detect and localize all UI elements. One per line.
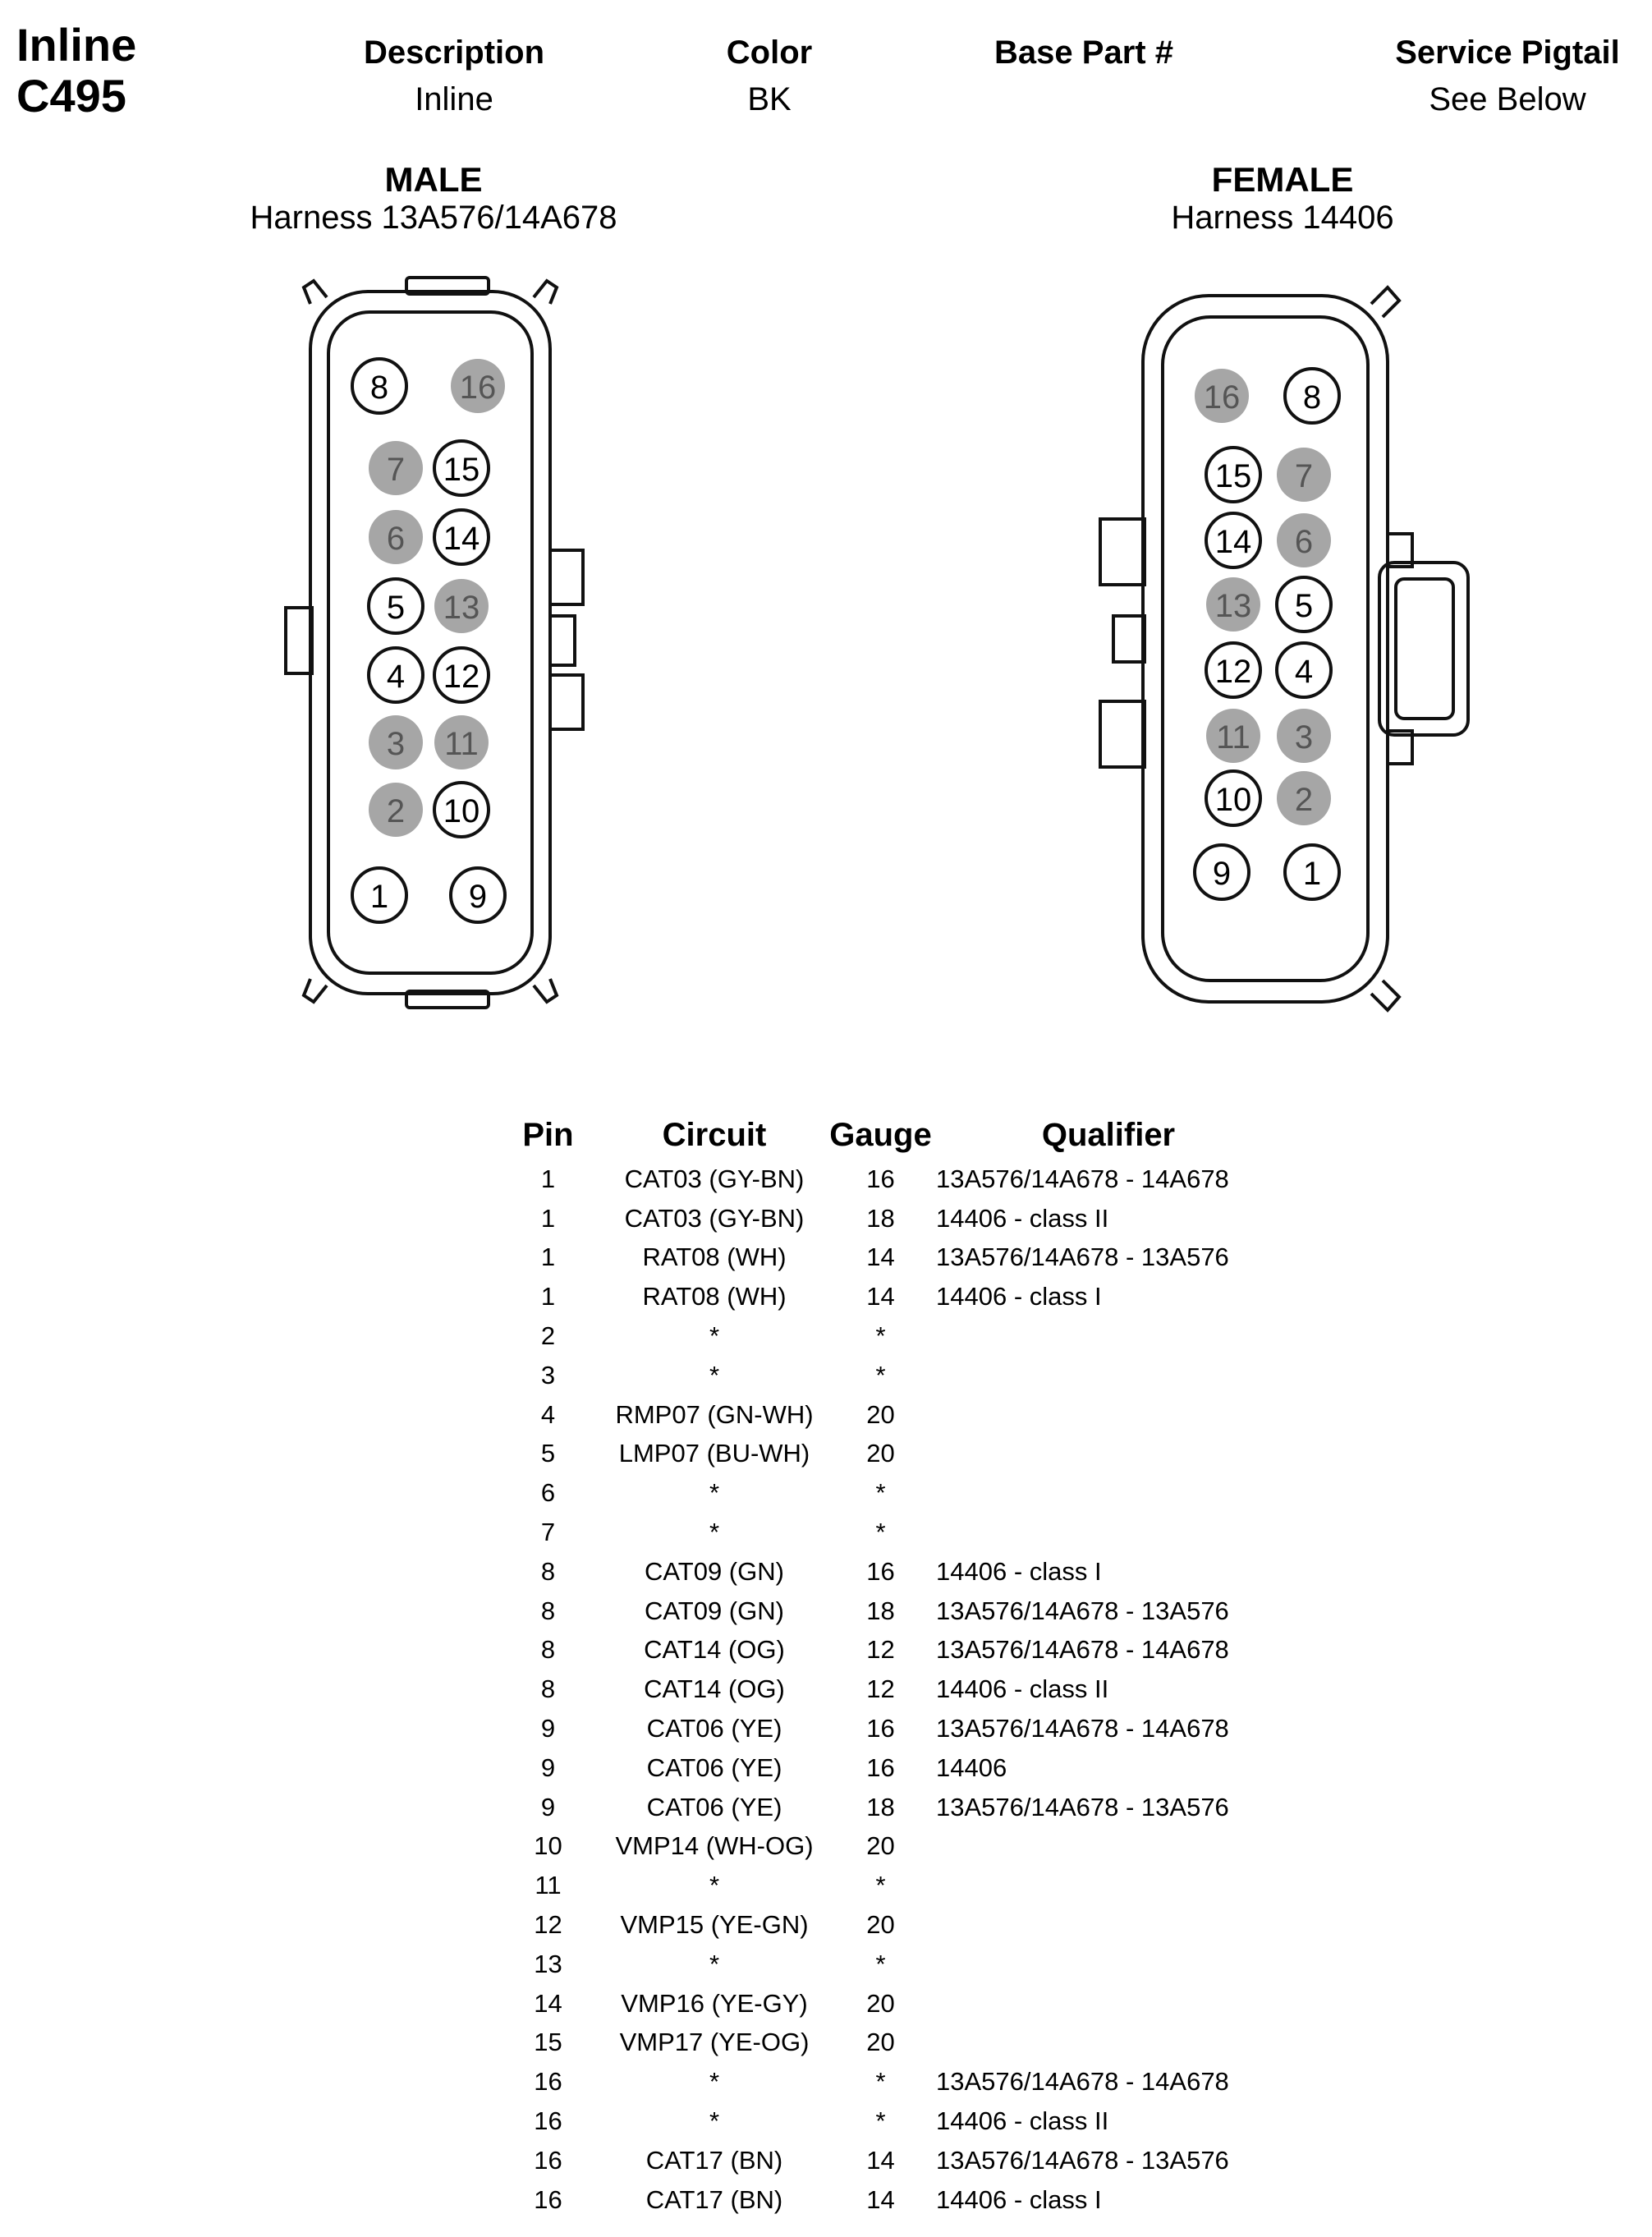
female-pin <box>1277 643 1331 697</box>
gauge-cell: 14 <box>866 2145 895 2175</box>
gauge-cell: 18 <box>866 1792 895 1821</box>
pin-column-header: Pin <box>522 1116 574 1153</box>
qualifier-cell: 13A576/14A678 - 13A576 <box>936 1596 1229 1625</box>
circuit-cell: CAT09 (GN) <box>645 1556 784 1586</box>
female-pin-number: 4 <box>1294 654 1314 690</box>
description-value: Inline <box>415 81 493 117</box>
female-pin-number: 15 <box>1214 458 1252 494</box>
pin-cell: 6 <box>540 1478 556 1508</box>
male-pin <box>434 441 489 495</box>
female-pin-number: 13 <box>1214 588 1252 624</box>
female-pin <box>1277 513 1331 567</box>
qualifier-cell <box>936 1316 1281 1356</box>
qualifier-cell: 14406 - class I <box>936 1556 1102 1586</box>
male-pin-number: 7 <box>386 452 406 488</box>
qualifier-cell <box>936 1395 1281 1435</box>
qualifier-cell <box>936 1435 1281 1474</box>
pin-cell: 12 <box>534 1910 562 1940</box>
table-row <box>493 2101 1281 2141</box>
female-pin <box>1277 709 1331 763</box>
male-pin-number: 11 <box>444 726 479 762</box>
service-pigtail-column <box>1343 31 1652 120</box>
table-row <box>493 1435 1281 1474</box>
gauge-cell: * <box>875 2067 886 2097</box>
male-pin <box>369 510 423 564</box>
male-pin-number: 2 <box>386 793 406 829</box>
male-pin-number: 4 <box>386 659 406 695</box>
qualifier-cell <box>936 1866 1281 1905</box>
pin-table-body <box>493 1160 1281 2220</box>
male-pin-number: 16 <box>459 370 497 406</box>
pin-cell: 8 <box>540 1596 556 1625</box>
male-pin-number: 9 <box>468 879 488 915</box>
circuit-cell: LMP07 (BU-WH) <box>618 1439 810 1468</box>
gauge-cell: 18 <box>866 1596 895 1625</box>
pin-cell: 5 <box>540 1439 556 1468</box>
table-row <box>493 1866 1281 1905</box>
qualifier-cell: 13A576/14A678 - 13A576 <box>936 1792 1229 1821</box>
male-pin-number: 5 <box>386 590 406 626</box>
female-pin <box>1285 369 1339 423</box>
female-pin <box>1206 577 1260 632</box>
pin-cell: 3 <box>540 1360 556 1390</box>
male-harness: Harness 13A576/14A678 <box>250 200 617 236</box>
female-pin-number: 3 <box>1294 719 1314 756</box>
circuit-cell: RMP07 (GN-WH) <box>615 1399 814 1429</box>
gauge-cell: 12 <box>866 1635 895 1665</box>
gauge-cell: * <box>875 1949 886 1978</box>
circuit-cell: CAT03 (GY-BN) <box>624 1203 805 1233</box>
qualifier-cell: 14406 - class I <box>936 2184 1102 2214</box>
pin-cell: 7 <box>540 1518 556 1547</box>
male-pin-number: 15 <box>443 452 480 488</box>
qualifier-column-header: Qualifier <box>1041 1116 1176 1153</box>
male-pin-number: 10 <box>443 793 480 829</box>
circuit-cell: VMP15 (YE-GN) <box>620 1910 809 1940</box>
table-row <box>493 1945 1281 1984</box>
gauge-cell: 20 <box>866 1831 895 1861</box>
table-row <box>493 2141 1281 2180</box>
gauge-cell: 20 <box>866 1988 895 2018</box>
pin-cell: 9 <box>540 1752 556 1782</box>
pin-cell: 8 <box>540 1635 556 1665</box>
gauge-cell: 14 <box>866 1243 895 1272</box>
table-row <box>493 1984 1281 2023</box>
circuit-cell: CAT17 (BN) <box>645 2145 783 2175</box>
male-label: MALE <box>384 160 483 199</box>
circuit-cell: * <box>709 1321 720 1351</box>
circuit-cell: VMP14 (WH-OG) <box>615 1831 814 1861</box>
male-pin <box>434 510 489 564</box>
pin-cell: 16 <box>534 2184 562 2214</box>
pin-cell: 13 <box>534 1949 562 1978</box>
qualifier-cell <box>936 2023 1281 2063</box>
female-pin <box>1195 845 1249 899</box>
female-pin <box>1277 771 1331 825</box>
circuit-cell: CAT14 (OG) <box>644 1674 785 1704</box>
qualifier-cell: 13A576/14A678 - 13A576 <box>936 1243 1229 1272</box>
male-pin <box>369 783 423 837</box>
male-pin <box>434 715 489 769</box>
male-pin-number: 13 <box>443 590 480 626</box>
table-row <box>493 1277 1281 1316</box>
qualifier-cell: 13A576/14A678 - 13A576 <box>936 2145 1229 2175</box>
table-row <box>493 2062 1281 2101</box>
gauge-cell: 20 <box>866 1399 895 1429</box>
circuit-cell: * <box>709 1949 720 1978</box>
male-pin-group <box>352 359 505 922</box>
title-line-1: Inline <box>16 19 137 71</box>
qualifier-cell <box>936 1945 1281 1984</box>
female-pin <box>1206 448 1260 502</box>
gauge-cell: 14 <box>866 1282 895 1311</box>
pin-cell: 11 <box>535 1871 562 1900</box>
male-pin-number: 1 <box>369 879 389 915</box>
female-pin <box>1285 845 1339 899</box>
circuit-cell: * <box>709 1360 720 1390</box>
gauge-cell: * <box>875 1321 886 1351</box>
color-value: BK <box>747 81 792 117</box>
circuit-cell: RAT08 (WH) <box>642 1243 787 1272</box>
female-pin <box>1206 771 1260 825</box>
table-row <box>493 1709 1281 1748</box>
female-pin <box>1206 709 1260 763</box>
female-pin-number: 1 <box>1302 856 1322 892</box>
female-connector-diagram <box>1084 271 1478 1027</box>
gauge-cell: * <box>875 1518 886 1547</box>
table-row <box>493 1513 1281 1552</box>
male-pin <box>451 868 505 922</box>
female-harness: Harness 14406 <box>1171 200 1394 236</box>
table-row <box>493 1905 1281 1945</box>
male-pin <box>369 715 423 769</box>
qualifier-cell: 13A576/14A678 - 14A678 <box>936 1164 1229 1193</box>
qualifier-cell: 14406 - class I <box>936 1282 1102 1311</box>
pin-table <box>493 1110 1281 2220</box>
table-row <box>493 1238 1281 1278</box>
male-label-block <box>146 161 721 237</box>
pin-table-header-row <box>493 1110 1281 1160</box>
table-row <box>493 1160 1281 1199</box>
circuit-cell: * <box>709 2106 720 2136</box>
female-pin-number: 12 <box>1214 654 1252 690</box>
qualifier-cell <box>936 1827 1281 1867</box>
table-row <box>493 1473 1281 1513</box>
gauge-cell: 18 <box>866 1203 895 1233</box>
pin-cell: 15 <box>534 2028 562 2057</box>
female-pin <box>1206 643 1260 697</box>
table-row <box>493 1356 1281 1395</box>
table-row <box>493 1316 1281 1356</box>
male-pin-number: 6 <box>386 521 406 557</box>
pin-cell: 8 <box>540 1556 556 1586</box>
female-pin-number: 10 <box>1214 782 1252 818</box>
female-pin <box>1206 513 1260 567</box>
base-part-column <box>920 31 1248 79</box>
gauge-cell: 16 <box>866 1556 895 1586</box>
circuit-cell: CAT06 (YE) <box>646 1792 782 1821</box>
male-pin <box>369 441 423 495</box>
description-column <box>290 31 618 120</box>
qualifier-cell: 14406 - class II <box>936 1674 1109 1704</box>
service-pigtail-value: See Below <box>1429 81 1586 117</box>
circuit-cell: CAT09 (GN) <box>645 1596 784 1625</box>
circuit-cell: CAT17 (BN) <box>645 2184 783 2214</box>
circuit-cell: CAT06 (YE) <box>646 1714 782 1743</box>
table-row <box>493 1670 1281 1709</box>
gauge-cell: * <box>875 1478 886 1508</box>
male-pin-number: 14 <box>443 521 480 557</box>
table-row <box>493 1631 1281 1670</box>
male-pin <box>369 579 423 633</box>
female-pin-number: 9 <box>1212 856 1232 892</box>
description-header: Description <box>363 34 545 71</box>
female-pin-number: 2 <box>1294 782 1314 818</box>
qualifier-cell: 13A576/14A678 - 14A678 <box>936 1635 1229 1665</box>
pin-cell: 16 <box>534 2145 562 2175</box>
pin-cell: 1 <box>540 1164 556 1193</box>
circuit-cell: RAT08 (WH) <box>642 1282 787 1311</box>
pin-cell: 8 <box>540 1674 556 1704</box>
pin-cell: 1 <box>540 1243 556 1272</box>
circuit-cell: * <box>709 1518 720 1547</box>
male-pin <box>369 648 423 702</box>
table-row <box>493 1552 1281 1592</box>
female-label-block <box>995 161 1570 237</box>
pin-cell: 16 <box>534 2106 562 2136</box>
color-column <box>605 31 934 120</box>
gauge-cell: * <box>875 1360 886 1390</box>
female-pin-number: 11 <box>1216 719 1250 756</box>
pin-cell: 10 <box>534 1831 562 1861</box>
male-pin <box>434 648 489 702</box>
circuit-cell: * <box>709 2067 720 2097</box>
qualifier-cell <box>936 1473 1281 1513</box>
qualifier-cell <box>936 1356 1281 1395</box>
circuit-cell: CAT14 (OG) <box>644 1635 785 1665</box>
female-pin-number: 8 <box>1302 379 1322 416</box>
pin-cell: 1 <box>540 1282 556 1311</box>
qualifier-cell <box>936 1905 1281 1945</box>
qualifier-cell: 14406 <box>936 1752 1007 1782</box>
table-row <box>493 1592 1281 1631</box>
circuit-cell: * <box>709 1871 720 1900</box>
circuit-cell: CAT03 (GY-BN) <box>624 1164 805 1193</box>
color-header: Color <box>726 34 813 71</box>
service-pigtail-header: Service Pigtail <box>1395 34 1620 71</box>
circuit-cell: VMP17 (YE-OG) <box>619 2028 810 2057</box>
female-pin-number: 7 <box>1294 458 1314 494</box>
gauge-cell: 20 <box>866 1439 895 1468</box>
pin-cell: 16 <box>534 2067 562 2097</box>
gauge-cell: 16 <box>866 1164 895 1193</box>
pin-cell: 9 <box>540 1714 556 1743</box>
male-pin <box>451 359 505 413</box>
pin-cell: 2 <box>540 1321 556 1351</box>
qualifier-cell: 14406 - class II <box>936 2106 1109 2136</box>
table-row <box>493 1748 1281 1788</box>
female-pin-group <box>1195 369 1339 899</box>
qualifier-cell <box>936 1513 1281 1552</box>
qualifier-cell: 13A576/14A678 - 14A678 <box>936 2067 1229 2097</box>
male-pin <box>352 359 406 413</box>
table-row <box>493 2180 1281 2220</box>
male-pin <box>434 579 489 633</box>
male-pin <box>352 868 406 922</box>
table-row <box>493 1827 1281 1867</box>
male-pin-number: 3 <box>386 726 406 762</box>
female-pin <box>1195 369 1249 423</box>
male-connector-diagram <box>263 263 608 1018</box>
table-row <box>493 1199 1281 1238</box>
male-pin-number: 8 <box>369 370 389 406</box>
gauge-cell: 20 <box>866 2028 895 2057</box>
female-pin-number: 5 <box>1294 588 1314 624</box>
gauge-cell: 14 <box>866 2184 895 2214</box>
title-line-2: C495 <box>16 70 126 122</box>
male-pin-number: 12 <box>443 659 480 695</box>
gauge-cell: * <box>875 1871 886 1900</box>
male-connector-outline <box>286 278 583 1008</box>
pin-cell: 4 <box>540 1399 556 1429</box>
gauge-cell: * <box>875 2106 886 2136</box>
connector-title <box>16 20 136 122</box>
female-pin-number: 16 <box>1203 379 1241 416</box>
table-row <box>493 1395 1281 1435</box>
circuit-column-header: Circuit <box>662 1116 767 1153</box>
qualifier-cell: 13A576/14A678 - 14A678 <box>936 1714 1229 1743</box>
circuit-cell: VMP16 (YE-GY) <box>621 1988 808 2018</box>
circuit-cell: * <box>709 1478 720 1508</box>
gauge-cell: 20 <box>866 1910 895 1940</box>
gauge-cell: 12 <box>866 1674 895 1704</box>
base-part-header: Base Part # <box>994 34 1173 71</box>
table-row <box>493 2023 1281 2063</box>
female-pin-number: 6 <box>1294 524 1314 560</box>
pin-cell: 14 <box>534 1988 562 2018</box>
female-pin-number: 14 <box>1214 524 1252 560</box>
gauge-cell: 16 <box>866 1752 895 1782</box>
circuit-cell: CAT06 (YE) <box>646 1752 782 1782</box>
table-row <box>493 1788 1281 1827</box>
gauge-column-header: Gauge <box>829 1116 932 1153</box>
qualifier-cell <box>936 1984 1281 2023</box>
pin-cell: 1 <box>540 1203 556 1233</box>
qualifier-cell: 14406 - class II <box>936 1203 1109 1233</box>
gauge-cell: 16 <box>866 1714 895 1743</box>
female-pin <box>1277 448 1331 502</box>
female-pin <box>1277 577 1331 632</box>
male-pin <box>434 783 489 837</box>
female-label: FEMALE <box>1211 160 1354 199</box>
pin-cell: 9 <box>540 1792 556 1821</box>
